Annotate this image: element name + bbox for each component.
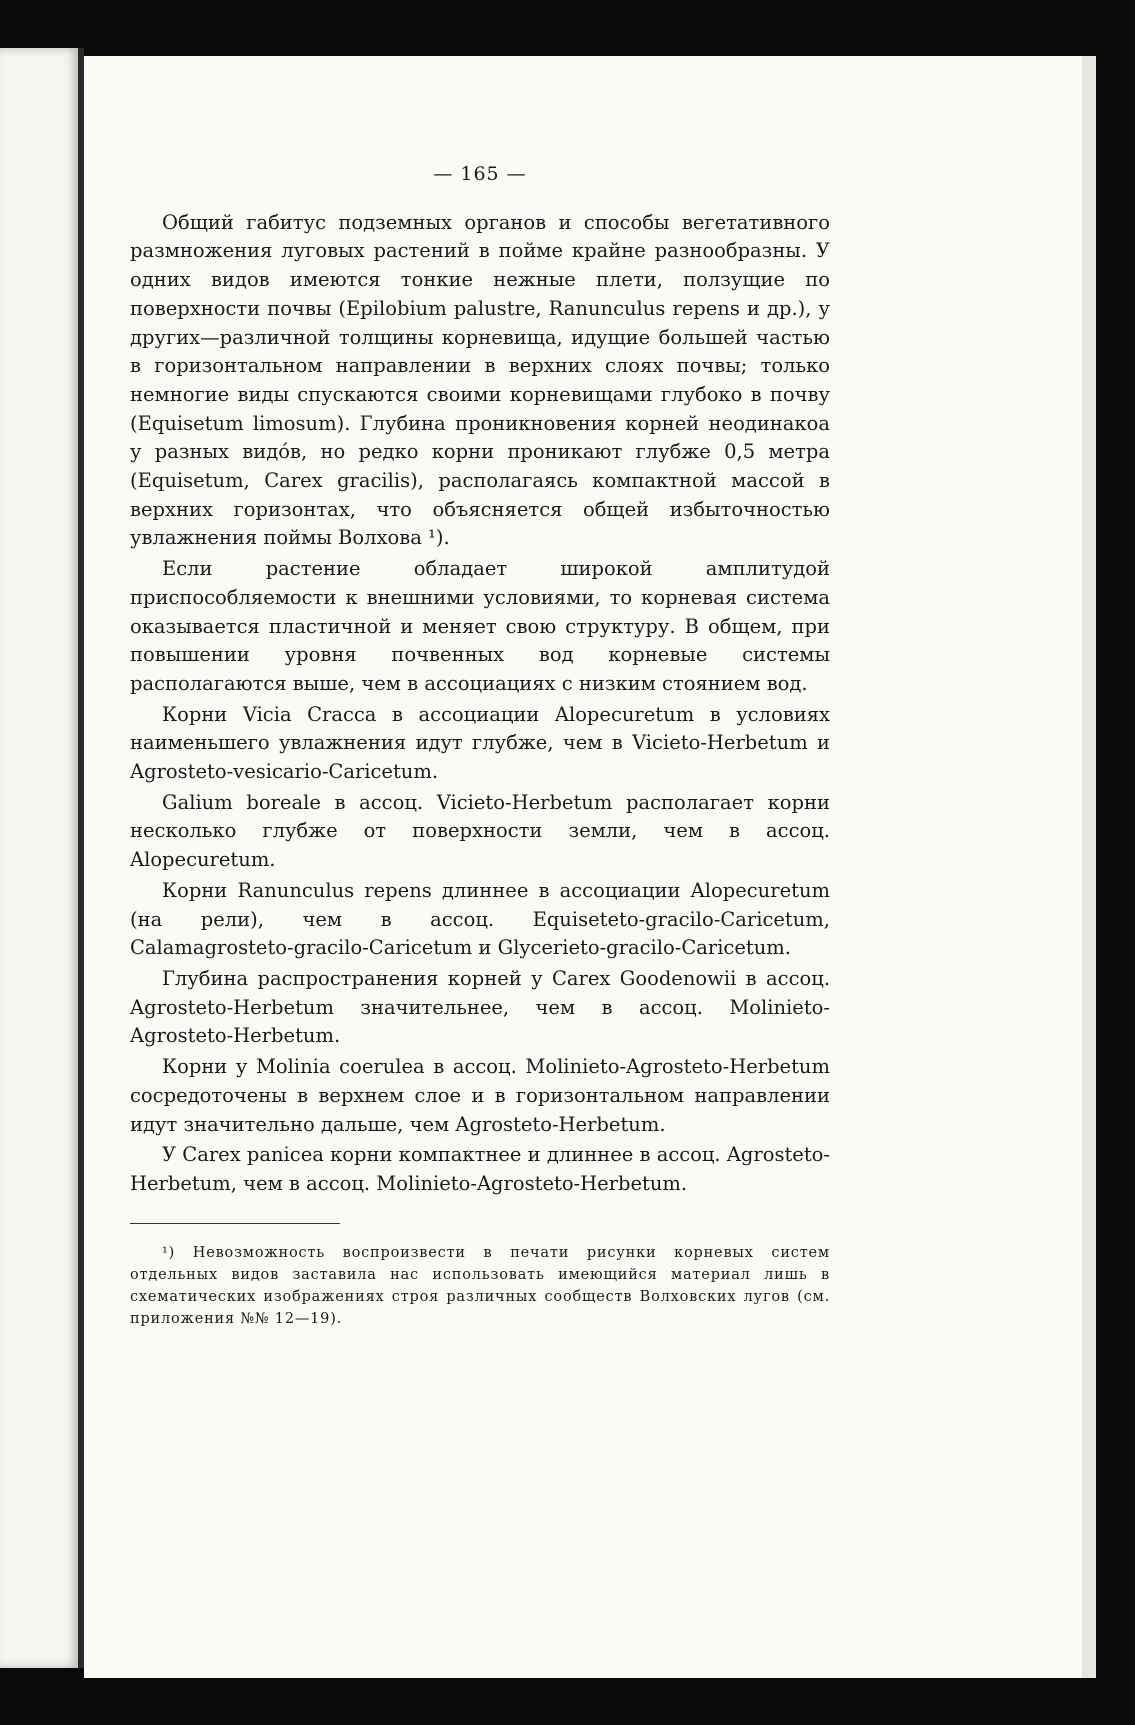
page-right-edge — [1082, 56, 1096, 1678]
paragraph-1: Общий габитус подземных органов и способы вегетативного размножения луговых растений в пойме крайне разнообразны. У одних видов имеются тонкие нежные плети, ползущие по поверхности почвы (Epilobium palustre, Ranunculus repens и др.), у других—различной толщины корневища, идущие большей частью в горизонтальном направлении в верхних слоях почвы; только немногие виды спускаются своими корневищами глубоко в почву (Equisetum limosum). Глубина проникновения корней неодинакоа у разных видо́в, но редко корни проникают глубже 0,5 метра (Equisetum, Carex gracilis), располагаясь компактной массой в верхних горизонтах, что объясняется общей избыточностью увлажнения поймы Волхова ¹). — [130, 210, 830, 550]
paragraph-4: Galium boreale в ассоц. Vicieto-Herbetum располагает корни несколько глубже от поверхности земли, чем в ассоц. Alopecuretum. — [130, 790, 830, 872]
page-text — [130, 160, 830, 1330]
paragraph-3: Корни Vicia Cracca в ассоциации Alopecuretum в условиях наименьшего увлажнения идут глубже, чем в Vicieto-Herbetum и Agrosteto-vesicario-Caricetum. — [130, 702, 830, 784]
paragraph-6: Глубина распространения корней у Carex Goodenowii в ассоц. Agrosteto-Herbetum значительнее, чем в ассоц. Molinieto-Agrosteto-Herbetum. — [130, 966, 830, 1048]
paragraph-7: Корни у Molinia coerulea в ассоц. Molinieto-Agrosteto-Herbetum сосредоточены в верхнем слое и в горизонтальном направлении идут значительно дальше, чем Agrosteto-Herbetum. — [130, 1055, 830, 1136]
footnote-divider — [130, 1223, 340, 1224]
left-page-edge — [0, 48, 80, 1668]
footnote: ¹) Невозможность воспроизвести в печати рисунки корневых систем отдельных видов заставила нас использовать имеющийся материал лишь в схематических изображениях строя различных сообществ Волховских лугов (см. приложения №№ 12—19). — [130, 1244, 830, 1327]
paragraph-2: Если растение обладает широкой амплитудой приспособляемости к внешними условиями, то корневая система оказывается пластичной и меняет свою структуру. В общем, при повышении уровня почвенных вод корневые системы располагаются выше, чем в ассоциациях с низким стоянием вод. — [130, 557, 830, 695]
page-number: — 165 — — [433, 163, 527, 185]
paragraph-5: Корни Ranunculus repens длиннее в ассоциации Alopecuretum (на рели), чем в ассоц. Equiseteto-gracilo-Caricetum, Calamagrosteto-gracilo-Caricetum и Glycerieto-gracilo-Caricetum. — [130, 878, 830, 960]
paragraph-8: У Carex panicea корни компактнее и длиннее в ассоц. Agrosteto-Herbetum, чем в ассоц. Molinieto-Agrosteto-Herbetum. — [130, 1143, 831, 1195]
